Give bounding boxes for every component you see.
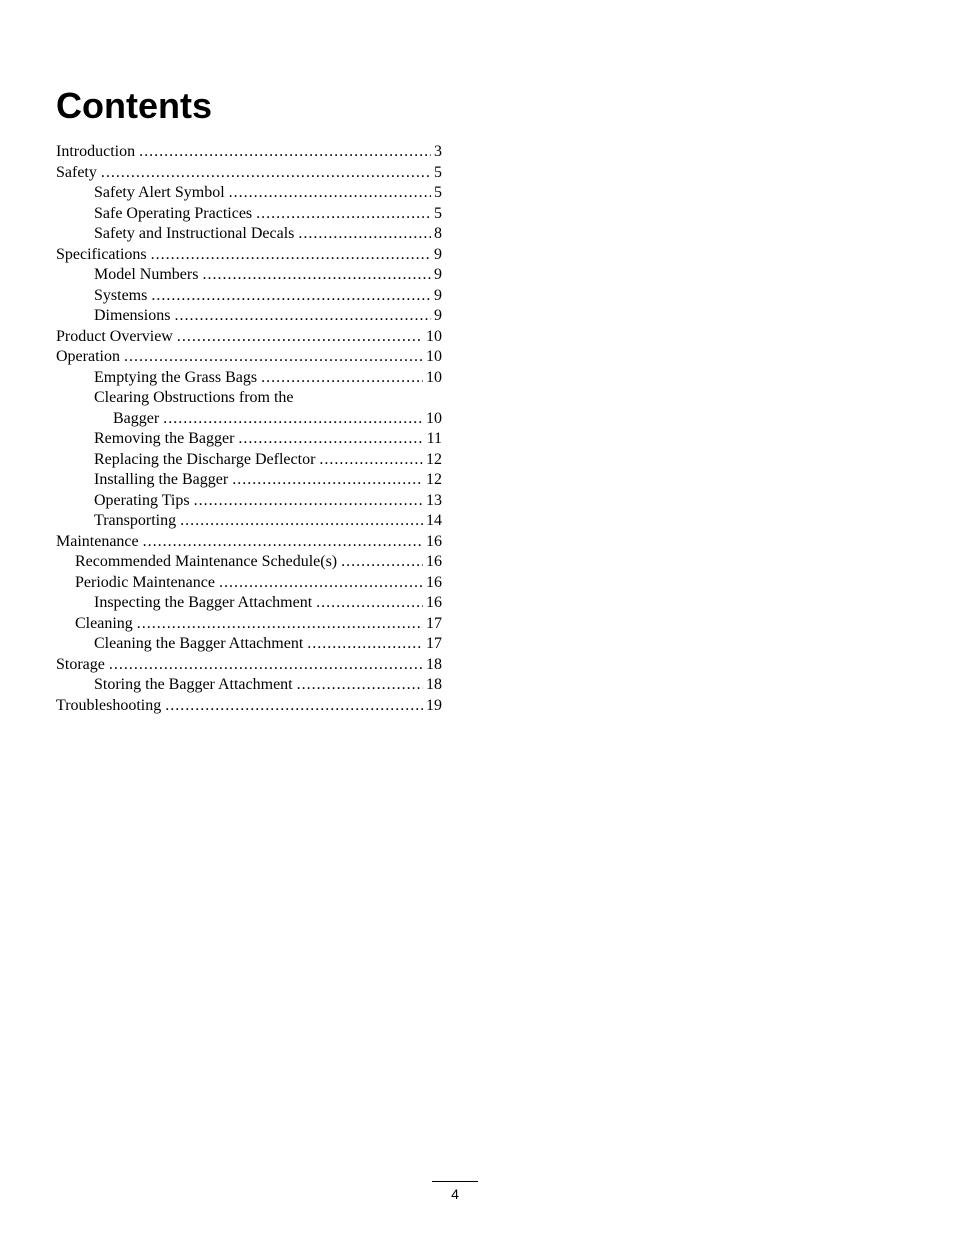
toc-leader-dots — [137, 614, 423, 635]
toc-entry-label: Safety and Instructional Decals — [94, 225, 295, 242]
footer-rule — [432, 1181, 478, 1182]
toc-entry-label: Operating Tips — [94, 491, 190, 509]
toc-leader-dots — [151, 245, 431, 266]
toc-leader-dots — [297, 675, 423, 696]
toc-entry-page: 5 — [434, 163, 442, 181]
toc-entry-page: 10 — [426, 327, 442, 345]
toc-leader-dots — [341, 552, 423, 573]
toc-leader-dots — [124, 347, 423, 368]
toc-entry-label: Maintenance — [56, 532, 139, 550]
toc-entry-page: 18 — [426, 676, 442, 693]
toc-entry[interactable] — [56, 450, 442, 471]
toc-entry-page: 11 — [426, 430, 442, 447]
toc-entry-label: Product Overview — [56, 327, 173, 345]
toc-entry[interactable] — [56, 286, 442, 307]
toc-entry-page: 16 — [426, 553, 442, 570]
toc-entry-page: 17 — [426, 614, 442, 632]
toc-leader-dots — [316, 593, 423, 614]
toc-leader-dots — [219, 573, 423, 594]
toc-entry-page: 16 — [426, 594, 442, 611]
toc-entry[interactable] — [56, 265, 442, 286]
toc-entry-page: 3 — [434, 143, 442, 160]
toc-leader-dots — [139, 142, 431, 163]
toc-entry[interactable] — [56, 655, 442, 676]
toc-entry-page: 10 — [426, 368, 442, 386]
toc-entry-page: 5 — [434, 184, 442, 201]
toc-entry-label: Model Numbers — [94, 266, 199, 283]
toc-entry[interactable] — [56, 491, 442, 512]
toc-entry-label: Replacing the Discharge Deflector — [94, 450, 316, 468]
toc-leader-dots — [307, 634, 423, 655]
toc-entry[interactable] — [56, 183, 442, 204]
toc-entry-page: 17 — [426, 635, 442, 652]
toc-entry[interactable] — [56, 614, 442, 635]
toc-leader-dots — [151, 286, 431, 307]
toc-entry-label: Troubleshooting — [56, 696, 162, 714]
toc-entry-page: 12 — [426, 450, 442, 468]
toc-entry-label: Inspecting the Bagger Attachment — [94, 594, 313, 611]
toc-entry-page: 19 — [426, 696, 442, 714]
toc-entry-label: Storing the Bagger Attachment — [94, 676, 293, 693]
toc-entry-page: 9 — [434, 286, 442, 304]
toc-entry-label: Safety — [56, 163, 97, 181]
toc-leader-dots — [180, 511, 423, 532]
toc-entry-label: Bagger — [113, 409, 160, 427]
toc-leader-dots — [232, 470, 423, 491]
toc-leader-dots — [319, 450, 423, 471]
toc-leader-dots — [143, 532, 423, 553]
toc-leader-dots — [165, 696, 423, 717]
toc-entry[interactable] — [56, 306, 442, 327]
toc-entry-page: 8 — [434, 225, 442, 242]
toc-entry-page: 10 — [426, 348, 442, 365]
toc-entry-label: Operation — [56, 348, 120, 365]
toc-entry[interactable] — [56, 429, 442, 450]
toc-leader-dots — [174, 306, 431, 327]
toc-leader-dots — [256, 204, 431, 225]
toc-entry-label: Installing the Bagger — [94, 471, 229, 488]
toc-leader-dots — [238, 429, 423, 450]
toc-entry-page: 10 — [426, 409, 442, 427]
toc-entry-label: Transporting — [94, 512, 177, 529]
toc-entry-label: Clearing Obstructions from the — [94, 389, 294, 406]
toc-leader-dots — [101, 163, 431, 184]
toc-entry-page: 16 — [426, 573, 442, 591]
toc-entry[interactable] — [56, 327, 442, 348]
toc-entry-page: 14 — [426, 512, 442, 529]
toc-entry[interactable] — [56, 142, 442, 163]
toc-leader-dots — [163, 409, 423, 430]
toc-entry-label: Removing the Bagger — [94, 430, 235, 447]
toc-entry-page: 9 — [434, 245, 442, 263]
toc-entry-page: 13 — [426, 491, 442, 509]
toc-entry[interactable] — [56, 388, 442, 409]
toc-entry[interactable] — [56, 634, 442, 655]
toc-entry-label: Cleaning — [75, 614, 133, 632]
toc-entry[interactable] — [56, 675, 442, 696]
toc-entry-label: Safety Alert Symbol — [94, 184, 225, 201]
toc-entry-label: Recommended Maintenance Schedule(s) — [75, 553, 338, 570]
toc-entry[interactable] — [56, 368, 442, 389]
toc-entry-page: 12 — [426, 471, 442, 488]
toc-entry[interactable] — [56, 696, 442, 717]
toc-entry-page: 18 — [426, 655, 442, 673]
toc-entry-page: 9 — [434, 307, 442, 324]
toc-leader-dots — [109, 655, 423, 676]
toc-entry[interactable] — [56, 163, 442, 184]
toc-entry-label: Periodic Maintenance — [75, 573, 215, 591]
toc-entry-label: Specifications — [56, 245, 147, 263]
toc-entry-label: Introduction — [56, 143, 136, 160]
table-of-contents — [56, 142, 442, 716]
toc-entry[interactable] — [56, 347, 442, 368]
toc-entry-label: Cleaning the Bagger Attachment — [94, 635, 304, 652]
toc-leader-dots — [202, 265, 431, 286]
toc-entry[interactable] — [56, 409, 442, 430]
toc-entry-label: Emptying the Grass Bags — [94, 368, 258, 386]
toc-entry[interactable] — [56, 204, 442, 225]
page-number: 4 — [451, 1186, 459, 1202]
toc-entry-label: Dimensions — [94, 307, 171, 324]
toc-leader-dots — [177, 327, 423, 348]
toc-entry[interactable] — [56, 573, 442, 594]
toc-entry-label: Systems — [94, 286, 148, 304]
toc-entry[interactable] — [56, 593, 442, 614]
toc-entry[interactable] — [56, 224, 442, 245]
toc-leader-dots — [298, 224, 431, 245]
toc-entry-page: 5 — [434, 204, 442, 222]
page-title: Contents — [56, 85, 212, 126]
toc-entry-label: Safe Operating Practices — [94, 204, 253, 222]
toc-leader-dots — [261, 368, 423, 389]
toc-entry[interactable] — [56, 552, 442, 573]
toc-entry[interactable] — [56, 511, 442, 532]
toc-entry-label: Storage — [56, 655, 105, 673]
toc-leader-dots — [229, 183, 431, 204]
toc-entry-page: 9 — [434, 266, 442, 283]
toc-entry[interactable] — [56, 532, 442, 553]
toc-entry-page: 16 — [426, 532, 442, 550]
toc-leader-dots — [194, 491, 423, 512]
toc-entry[interactable] — [56, 245, 442, 266]
toc-entry[interactable] — [56, 470, 442, 491]
